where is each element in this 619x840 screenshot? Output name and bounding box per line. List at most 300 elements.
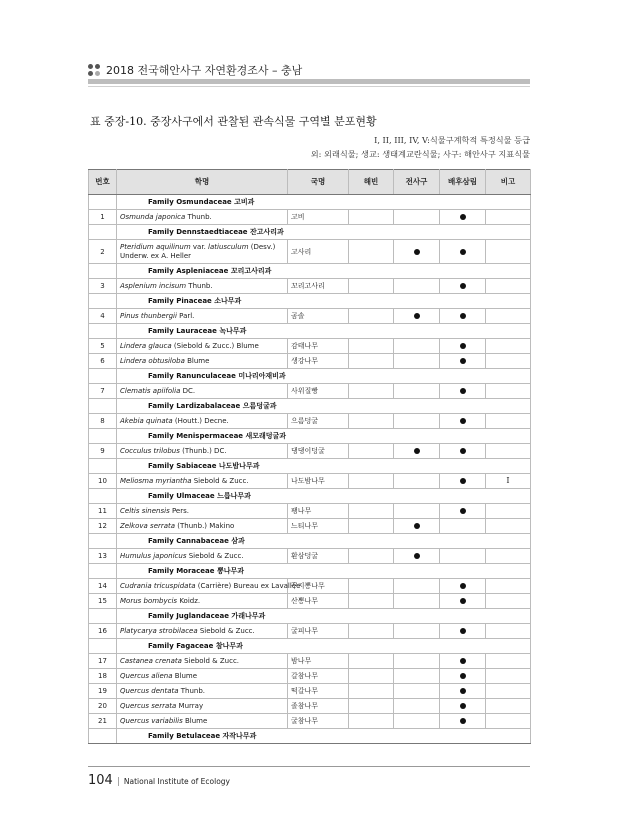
presence-dot-icon xyxy=(414,313,420,319)
species-row xyxy=(89,384,531,399)
col-header-back-forest: 배후삼림 xyxy=(440,170,486,195)
beach-cell xyxy=(349,504,394,519)
presence-dot-icon xyxy=(414,523,420,529)
binomial-name: Cudrania tricuspidata xyxy=(120,582,196,590)
remarks-cell xyxy=(486,714,531,729)
species-number: 1 xyxy=(89,210,117,225)
presence-dot-icon xyxy=(414,448,420,454)
binomial-name: Zelkova serrata xyxy=(120,522,176,530)
species-row xyxy=(89,624,531,639)
author-citation: Thunb. xyxy=(178,687,206,695)
family-row xyxy=(89,564,531,579)
species-number: 12 xyxy=(89,519,117,534)
korean-name: 떡갈나무 xyxy=(288,684,349,699)
presence-dot-icon xyxy=(460,673,466,679)
author-citation: Parl. xyxy=(176,312,195,320)
page-footer xyxy=(88,773,230,788)
author-citation: (Thunb.) DC. xyxy=(179,447,227,455)
scientific-name xyxy=(117,594,288,609)
author-citation: Siebold & Zucc. xyxy=(197,627,255,635)
foredune-cell xyxy=(394,669,440,684)
presence-dot-icon xyxy=(460,388,466,394)
family-number-cell xyxy=(89,459,117,474)
binomial-name: Quercus dentata xyxy=(120,687,179,695)
beach-cell xyxy=(349,384,394,399)
family-label: Family Ulmaceae 느릅나무과 xyxy=(117,489,531,504)
scientific-name xyxy=(117,240,288,264)
author-citation: Pers. xyxy=(169,507,189,515)
remarks-cell xyxy=(486,414,531,429)
family-number-cell xyxy=(89,294,117,309)
binomial-name: Humulus japonicus xyxy=(120,552,187,560)
table-title: 표 중장-10. 중장사구에서 관찰된 관속식물 구역별 분포현황 xyxy=(90,115,377,128)
korean-name: 곰솔 xyxy=(288,309,349,324)
presence-dot-icon xyxy=(460,688,466,694)
author-citation: Blume xyxy=(182,717,208,725)
back-forest-cell xyxy=(440,354,486,369)
author-citation: Thunb. xyxy=(186,282,213,290)
remarks-cell xyxy=(486,240,531,264)
beach-cell xyxy=(349,549,394,564)
family-row xyxy=(89,729,531,744)
species-row xyxy=(89,549,531,564)
remarks-cell xyxy=(486,354,531,369)
remarks-cell xyxy=(486,654,531,669)
author-citation: (Houtt.) Decne. xyxy=(172,417,229,425)
family-row xyxy=(89,429,531,444)
table-header-row xyxy=(89,170,531,195)
remarks-cell xyxy=(486,669,531,684)
back-forest-cell xyxy=(440,504,486,519)
scientific-name xyxy=(117,669,288,684)
author-citation: Thunb. xyxy=(185,213,212,221)
presence-dot-icon xyxy=(460,418,466,424)
note-grade: I, II, III, IV, V:식물구계학적 특정식물 등급 xyxy=(374,135,530,145)
species-row xyxy=(89,444,531,459)
binomial-name: Cocculus trilobus xyxy=(120,447,180,455)
presence-dot-icon xyxy=(460,703,466,709)
species-row xyxy=(89,504,531,519)
family-label: Family Dennstaedtiaceae 잔고사리과 xyxy=(117,225,531,240)
family-number-cell xyxy=(89,729,117,744)
presence-dot-icon xyxy=(460,343,466,349)
page-number: 104 xyxy=(88,773,113,788)
species-row xyxy=(89,654,531,669)
binomial-name: Pteridium aquilinum xyxy=(120,242,191,251)
family-row xyxy=(89,369,531,384)
family-label: Family Lardizabalaceae 으름덩굴과 xyxy=(117,399,531,414)
presence-dot-icon xyxy=(460,658,466,664)
back-forest-cell xyxy=(440,669,486,684)
scientific-name xyxy=(117,210,288,225)
beach-cell xyxy=(349,594,394,609)
species-row xyxy=(89,279,531,294)
species-row xyxy=(89,414,531,429)
species-row xyxy=(89,210,531,225)
family-row xyxy=(89,609,531,624)
species-row xyxy=(89,594,531,609)
family-label: Family Aspleniaceae 꼬리고사리과 xyxy=(117,264,531,279)
species-number: 20 xyxy=(89,699,117,714)
binomial-name: Quercus serrata xyxy=(120,702,177,710)
scientific-name xyxy=(117,504,288,519)
remarks-cell xyxy=(486,519,531,534)
family-number-cell xyxy=(89,564,117,579)
presence-dot-icon xyxy=(460,478,466,484)
col-header-foredune: 전사구 xyxy=(394,170,440,195)
species-number: 7 xyxy=(89,384,117,399)
binomial-name: Morus bombycis xyxy=(120,597,178,605)
col-header-beach: 해빈 xyxy=(349,170,394,195)
foredune-cell xyxy=(394,474,440,489)
table-body xyxy=(89,195,531,744)
presence-dot-icon xyxy=(460,628,466,634)
binomial-name: Castanea crenata xyxy=(120,657,182,665)
korean-name: 으름덩굴 xyxy=(288,414,349,429)
remarks-cell xyxy=(486,624,531,639)
binomial-name: Clematis apiifolia xyxy=(120,387,181,395)
species-row xyxy=(89,519,531,534)
species-number: 18 xyxy=(89,669,117,684)
korean-name: 굴피나무 xyxy=(288,624,349,639)
species-number: 9 xyxy=(89,444,117,459)
author-citation: Siebold & Zucc. xyxy=(191,477,249,485)
korean-name: 산뽕나무 xyxy=(288,594,349,609)
foredune-cell xyxy=(394,339,440,354)
back-forest-cell xyxy=(440,654,486,669)
korean-name: 굴참나무 xyxy=(288,714,349,729)
species-number: 2 xyxy=(89,240,117,264)
foredune-cell xyxy=(394,504,440,519)
family-number-cell xyxy=(89,399,117,414)
beach-cell xyxy=(349,714,394,729)
korean-name: 졸참나무 xyxy=(288,699,349,714)
foredune-cell xyxy=(394,594,440,609)
scientific-name xyxy=(117,699,288,714)
back-forest-cell xyxy=(440,549,486,564)
species-number: 14 xyxy=(89,579,117,594)
remarks-cell: I xyxy=(486,474,531,489)
remarks-cell xyxy=(486,549,531,564)
presence-dot-icon xyxy=(460,214,466,220)
species-number: 15 xyxy=(89,594,117,609)
species-row xyxy=(89,474,531,489)
remarks-cell xyxy=(486,594,531,609)
back-forest-cell xyxy=(440,309,486,324)
family-row xyxy=(89,534,531,549)
beach-cell xyxy=(349,519,394,534)
korean-name: 밤나무 xyxy=(288,654,349,669)
family-number-cell xyxy=(89,264,117,279)
family-label: Family Menispermaceae 새모래덩굴과 xyxy=(117,429,531,444)
back-forest-cell xyxy=(440,444,486,459)
remarks-cell xyxy=(486,699,531,714)
binomial-name: Pinus thunbergii xyxy=(120,312,177,320)
family-number-cell xyxy=(89,324,117,339)
family-row xyxy=(89,639,531,654)
binomial-name: Platycarya strobilacea xyxy=(120,627,198,635)
family-row xyxy=(89,294,531,309)
species-row xyxy=(89,309,531,324)
back-forest-cell xyxy=(440,414,486,429)
author-citation: (Siebold & Zucc.) Blume xyxy=(171,342,259,350)
presence-dot-icon xyxy=(460,508,466,514)
back-forest-cell xyxy=(440,579,486,594)
author-citation: Siebold & Zucc. xyxy=(181,657,240,665)
family-label: Family Juglandaceae 가래나무과 xyxy=(117,609,531,624)
back-forest-cell xyxy=(440,240,486,264)
binomial-name: Meliosma myriantha xyxy=(120,477,192,485)
presence-dot-icon xyxy=(460,598,466,604)
family-row xyxy=(89,459,531,474)
family-number-cell xyxy=(89,489,117,504)
scientific-name xyxy=(117,654,288,669)
beach-cell xyxy=(349,339,394,354)
family-label: Family Cannabaceae 삼과 xyxy=(117,534,531,549)
presence-dot-icon xyxy=(414,553,420,559)
species-row xyxy=(89,354,531,369)
scientific-name xyxy=(117,354,288,369)
foredune-cell xyxy=(394,579,440,594)
binomial-name: Quercus aliena xyxy=(120,672,173,680)
beach-cell xyxy=(349,210,394,225)
korean-name: 느티나무 xyxy=(288,519,349,534)
family-row xyxy=(89,225,531,240)
remarks-cell xyxy=(486,309,531,324)
species-number: 21 xyxy=(89,714,117,729)
species-number: 4 xyxy=(89,309,117,324)
scientific-name xyxy=(117,579,301,594)
remarks-cell xyxy=(486,504,531,519)
plant-distribution-table xyxy=(88,169,531,744)
author-citation: Blume xyxy=(184,357,210,365)
scientific-name xyxy=(117,549,288,564)
korean-name: 고사리 xyxy=(288,240,349,264)
korean-name: 갈참나무 xyxy=(288,669,349,684)
scientific-name xyxy=(117,684,288,699)
remarks-cell xyxy=(486,279,531,294)
scientific-name xyxy=(117,624,288,639)
col-header-remarks: 비고 xyxy=(486,170,531,195)
back-forest-cell xyxy=(440,594,486,609)
scientific-name xyxy=(117,384,288,399)
family-number-cell xyxy=(89,534,117,549)
author-citation: Koidz. xyxy=(177,597,201,605)
note-legend: 외: 외래식물; 생교: 생태계교란식물; 사구: 해안사구 지표식물 xyxy=(310,149,530,159)
species-row xyxy=(89,240,531,264)
korean-name: 나도밤나무 xyxy=(288,474,349,489)
species-number: 17 xyxy=(89,654,117,669)
foredune-cell xyxy=(394,624,440,639)
family-number-cell xyxy=(89,225,117,240)
back-forest-cell xyxy=(440,210,486,225)
back-forest-cell xyxy=(440,474,486,489)
korean-name: 생강나무 xyxy=(288,354,349,369)
species-number: 11 xyxy=(89,504,117,519)
beach-cell xyxy=(349,654,394,669)
foredune-cell xyxy=(394,384,440,399)
presence-dot-icon xyxy=(460,283,466,289)
korean-name: 팽나무 xyxy=(288,504,349,519)
beach-cell xyxy=(349,279,394,294)
author-citation: DC. xyxy=(180,387,196,395)
back-forest-cell xyxy=(440,699,486,714)
binomial-name: Lindera obtusiloba xyxy=(120,357,185,365)
presence-dot-icon xyxy=(460,718,466,724)
family-label: Family Sabiaceae 나도밤나무과 xyxy=(117,459,531,474)
header-rule xyxy=(88,79,530,84)
author-citation: Murray xyxy=(176,702,204,710)
korean-name: 사위질빵 xyxy=(288,384,349,399)
scientific-name xyxy=(117,414,288,429)
foredune-cell xyxy=(394,549,440,564)
back-forest-cell xyxy=(440,384,486,399)
family-number-cell xyxy=(89,429,117,444)
beach-cell xyxy=(349,444,394,459)
species-row xyxy=(89,339,531,354)
family-number-cell xyxy=(89,609,117,624)
author-citation: (Desv.) Underw. ex A. Heller xyxy=(120,242,276,260)
beach-cell xyxy=(349,669,394,684)
korean-name: 꾸지뽕나무 xyxy=(288,579,349,594)
species-row xyxy=(89,684,531,699)
beach-cell xyxy=(349,309,394,324)
author-citation: var. xyxy=(190,242,209,251)
author-citation: Siebold & Zucc. xyxy=(186,552,244,560)
scientific-name xyxy=(117,309,288,324)
family-row xyxy=(89,195,531,210)
foredune-cell xyxy=(394,714,440,729)
species-number: 5 xyxy=(89,339,117,354)
beach-cell xyxy=(349,699,394,714)
family-label: Family Fagaceae 참나무과 xyxy=(117,639,531,654)
header-dots-icon xyxy=(88,64,100,76)
binomial-name: latiusculum xyxy=(208,242,249,251)
species-row xyxy=(89,714,531,729)
korean-name: 댕댕이덩굴 xyxy=(288,444,349,459)
species-row xyxy=(89,669,531,684)
back-forest-cell xyxy=(440,339,486,354)
species-number: 8 xyxy=(89,414,117,429)
binomial-name: Lindera glauca xyxy=(120,342,172,350)
remarks-cell xyxy=(486,684,531,699)
foredune-cell xyxy=(394,684,440,699)
family-row xyxy=(89,489,531,504)
foredune-cell xyxy=(394,444,440,459)
col-header-number: 번호 xyxy=(89,170,117,195)
species-number: 19 xyxy=(89,684,117,699)
footer-institution: National Institute of Ecology xyxy=(123,777,230,786)
footer-rule xyxy=(88,766,530,767)
back-forest-cell xyxy=(440,684,486,699)
family-row xyxy=(89,324,531,339)
family-label: Family Betulaceae 자작나무과 xyxy=(117,729,531,744)
author-citation: (Carrière) Bureau ex Lavallée xyxy=(195,582,301,590)
header-rule-thin xyxy=(88,86,530,87)
binomial-name: Osmunda japonica xyxy=(120,213,186,221)
foredune-cell xyxy=(394,354,440,369)
foredune-cell xyxy=(394,519,440,534)
foredune-cell xyxy=(394,414,440,429)
family-number-cell xyxy=(89,639,117,654)
back-forest-cell xyxy=(440,279,486,294)
scientific-name xyxy=(117,714,288,729)
presence-dot-icon xyxy=(460,583,466,589)
family-number-cell xyxy=(89,195,117,210)
back-forest-cell xyxy=(440,624,486,639)
col-header-scientific-name: 학명 xyxy=(117,170,288,195)
korean-name: 꼬리고사리 xyxy=(288,279,349,294)
foredune-cell xyxy=(394,309,440,324)
family-label: Family Pinaceae 소나무과 xyxy=(117,294,531,309)
species-number: 10 xyxy=(89,474,117,489)
foredune-cell xyxy=(394,210,440,225)
col-header-korean-name: 국명 xyxy=(288,170,349,195)
remarks-cell xyxy=(486,210,531,225)
presence-dot-icon xyxy=(460,313,466,319)
beach-cell xyxy=(349,240,394,264)
scientific-name xyxy=(117,279,288,294)
binomial-name: Asplenium incisum xyxy=(120,282,187,290)
presence-dot-icon xyxy=(460,448,466,454)
family-label: Family Osmundaceae 고비과 xyxy=(117,195,531,210)
remarks-cell xyxy=(486,384,531,399)
beach-cell xyxy=(349,354,394,369)
binomial-name: Quercus variabilis xyxy=(120,717,183,725)
footer-separator: | xyxy=(116,777,120,787)
family-label: Family Ranunculaceae 미나리아재비과 xyxy=(117,369,531,384)
presence-dot-icon xyxy=(460,249,466,255)
beach-cell xyxy=(349,624,394,639)
remarks-cell xyxy=(486,579,531,594)
author-citation: (Thunb.) Makino xyxy=(175,522,235,530)
back-forest-cell xyxy=(440,519,486,534)
foredune-cell xyxy=(394,699,440,714)
presence-dot-icon xyxy=(414,249,420,255)
beach-cell xyxy=(349,579,394,594)
family-row xyxy=(89,264,531,279)
korean-name: 환삼덩굴 xyxy=(288,549,349,564)
species-number: 3 xyxy=(89,279,117,294)
scientific-name xyxy=(117,474,288,489)
presence-dot-icon xyxy=(460,358,466,364)
korean-name: 감태나무 xyxy=(288,339,349,354)
foredune-cell xyxy=(394,279,440,294)
species-number: 13 xyxy=(89,549,117,564)
family-row xyxy=(89,399,531,414)
family-number-cell xyxy=(89,369,117,384)
author-citation: Blume xyxy=(172,672,198,680)
species-number: 6 xyxy=(89,354,117,369)
species-row xyxy=(89,579,531,594)
scientific-name xyxy=(117,444,288,459)
beach-cell xyxy=(349,474,394,489)
family-label: Family Moraceae 뽕나무과 xyxy=(117,564,531,579)
foredune-cell xyxy=(394,654,440,669)
family-label: Family Lauraceae 녹나무과 xyxy=(117,324,531,339)
header-title: 2018 전국해안사구 자연환경조사 – 충남 xyxy=(106,64,303,77)
scientific-name xyxy=(117,519,288,534)
back-forest-cell xyxy=(440,714,486,729)
remarks-cell xyxy=(486,339,531,354)
beach-cell xyxy=(349,684,394,699)
binomial-name: Akebia quinata xyxy=(120,417,173,425)
remarks-cell xyxy=(486,444,531,459)
species-row xyxy=(89,699,531,714)
scientific-name xyxy=(117,339,288,354)
species-number: 16 xyxy=(89,624,117,639)
korean-name: 고비 xyxy=(288,210,349,225)
